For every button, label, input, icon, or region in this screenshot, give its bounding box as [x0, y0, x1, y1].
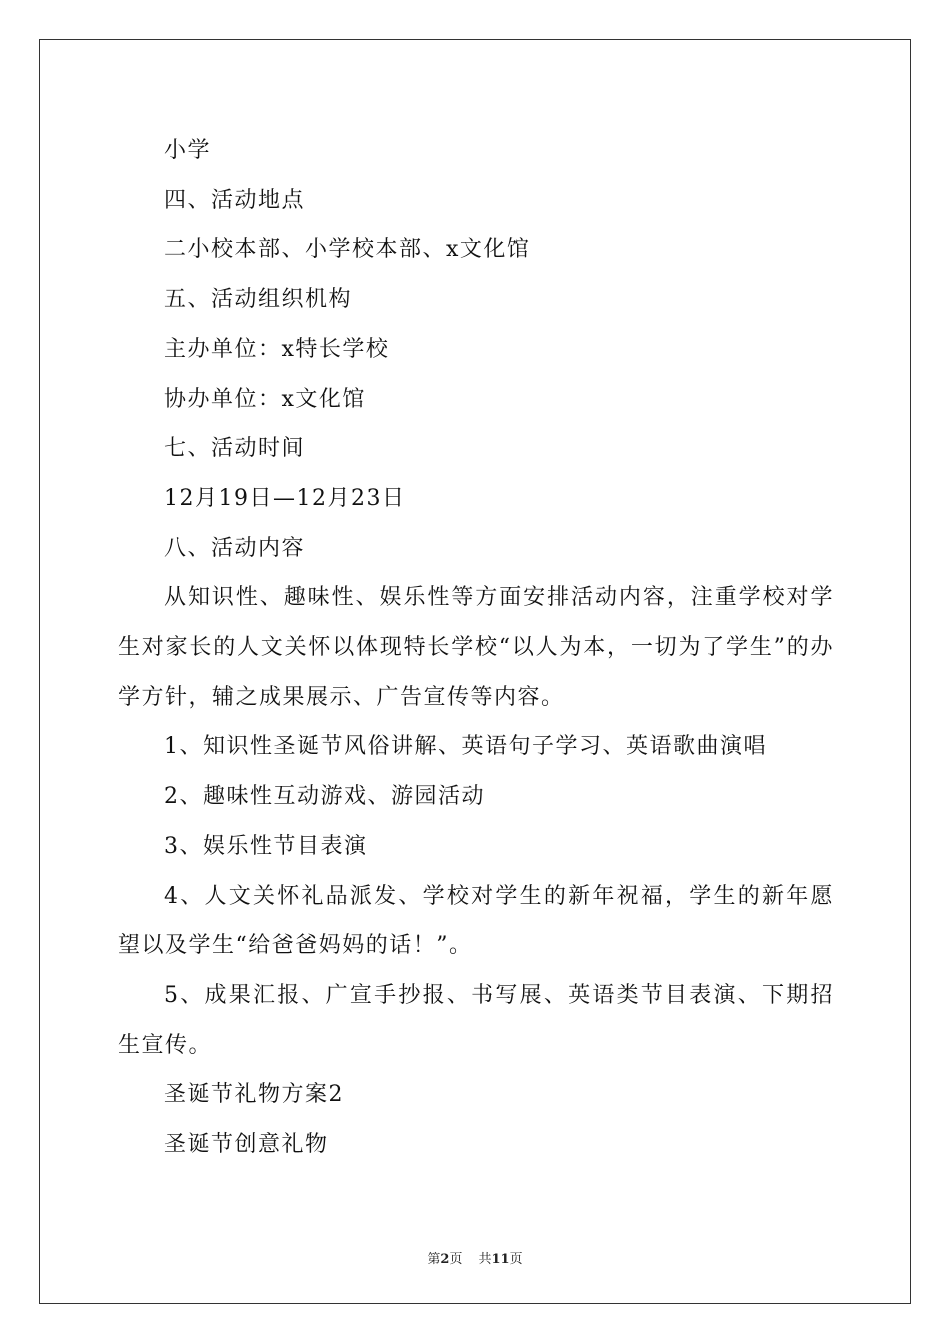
paragraph: 主办单位：x特长学校	[164, 336, 390, 362]
paragraph: 圣诞节创意礼物	[164, 1132, 329, 1158]
list-item: 5、成果汇报、广宣手抄报、书写展、英语类节目表演、下期招生宣传。	[118, 982, 834, 1058]
list-item: 1、知识性圣诞节风俗讲解、英语句子学习、英语歌曲演唱	[164, 734, 767, 760]
section-heading-location: 四、活动地点	[164, 187, 306, 213]
document-body	[118, 126, 834, 1170]
paragraph: 二小校本部、小学校本部、x文化馆	[164, 237, 531, 263]
total-prefix: 共	[478, 1252, 492, 1267]
list-item: 3、娱乐性节目表演	[164, 833, 368, 859]
page-prefix: 第	[427, 1252, 441, 1267]
list-item: 4、人文关怀礼品派发、学校对学生的新年祝福，学生的新年愿望以及学生“给爸爸妈妈的话！”。	[118, 883, 834, 959]
paragraph: 协办单位：x文化馆	[164, 386, 366, 412]
section-heading-time: 七、活动时间	[164, 436, 306, 462]
list-item: 2、趣味性互动游戏、游园活动	[164, 784, 485, 810]
page-suffix: 页	[449, 1252, 463, 1267]
total-suffix: 页	[509, 1252, 523, 1267]
page-footer	[0, 1248, 950, 1267]
paragraph: 小学	[164, 138, 212, 163]
section-heading-organization: 五、活动组织机构	[164, 287, 353, 313]
paragraph: 12月19日—12月23日	[164, 485, 406, 511]
document-section-title: 圣诞节礼物方案2	[164, 1082, 344, 1108]
page-total: 11	[491, 1252, 510, 1267]
paragraph: 从知识性、趣味性、娱乐性等方面安排活动内容，注重学校对学生对家长的人文关怀以体现特长学校“以人为本，一切为了学生”的办学方针，辅之成果展示、广告宣传等内容。	[118, 585, 834, 710]
section-heading-content: 八、活动内容	[164, 535, 306, 561]
page-current: 2	[440, 1252, 450, 1267]
